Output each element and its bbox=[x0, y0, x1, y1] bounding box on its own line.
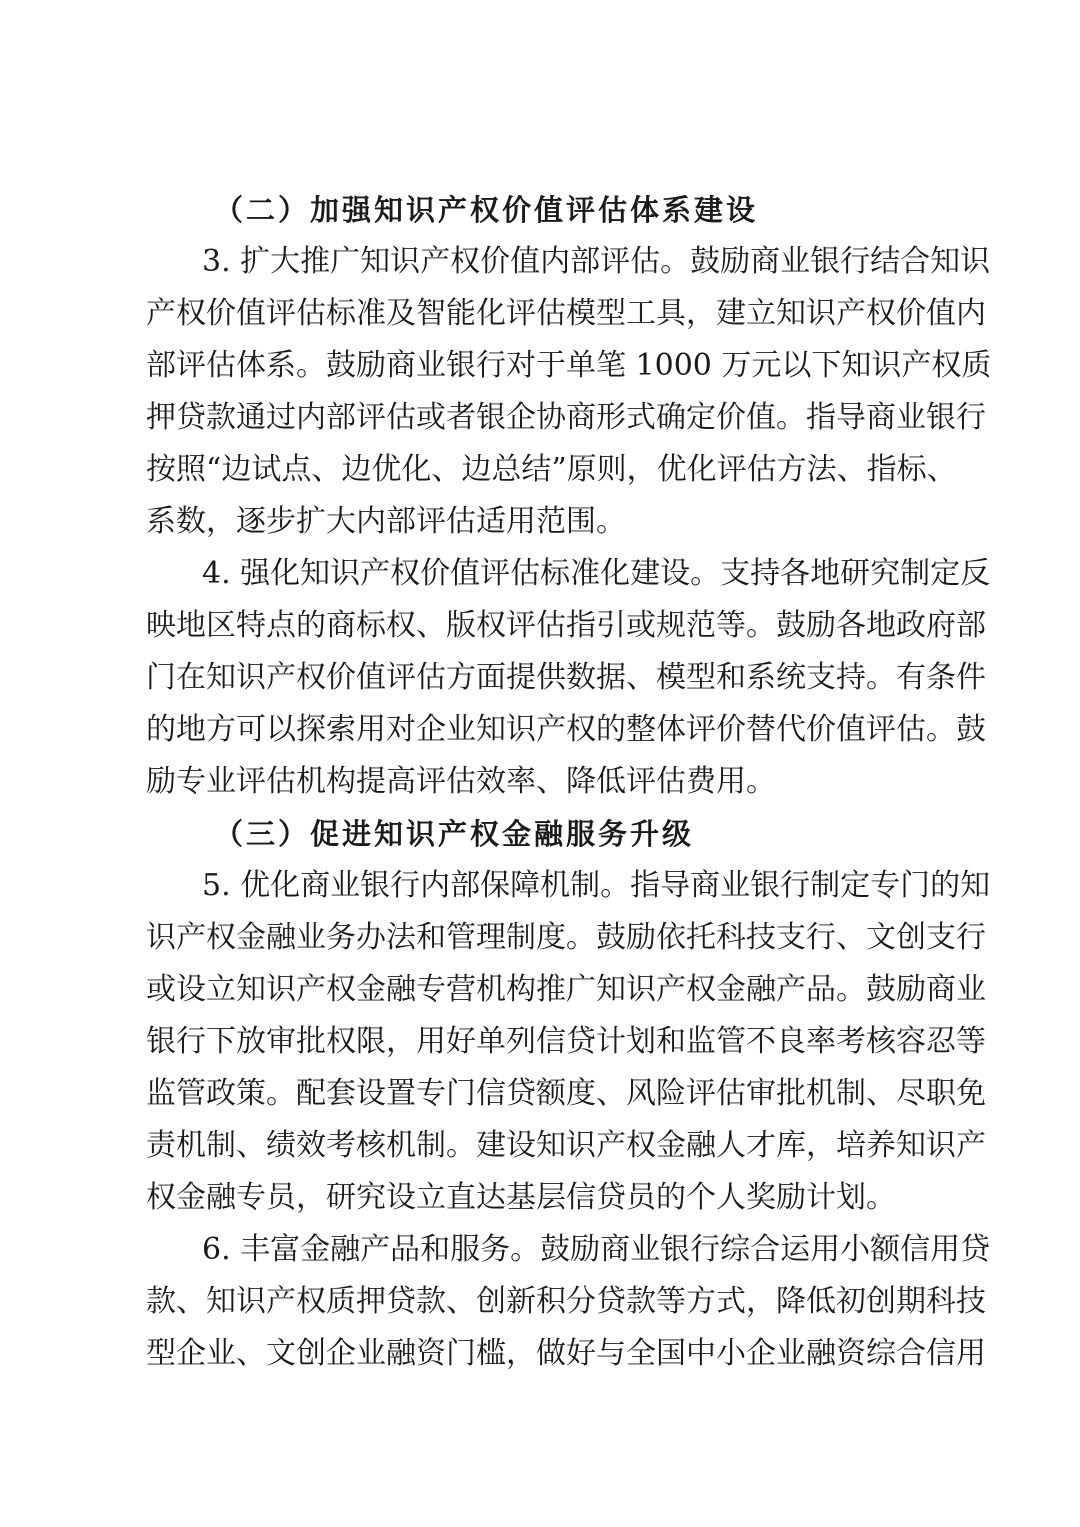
paragraph-3-line-2: 产权价值评估标准及智能化评估模型工具，建立知识产权价值内 bbox=[146, 296, 986, 331]
paragraph-5-line-1: 5. 优化商业银行内部保障机制。指导商业银行制定专门的知 bbox=[202, 868, 991, 903]
paragraph-3-line-5: 按照“边试点、边优化、边总结”原则，优化评估方法、指标、 bbox=[146, 452, 957, 487]
paragraph-5-line-5: 监管政策。配套设置专门信贷额度、风险评估审批机制、尽职免 bbox=[146, 1076, 986, 1111]
section-heading-3: （三）促进知识产权金融服务升级 bbox=[214, 817, 695, 851]
paragraph-3-line-1: 3. 扩大推广知识产权价值内部评估。鼓励商业银行结合知识 bbox=[202, 244, 991, 279]
paragraph-4-line-2: 映地区特点的商标权、版权评估指引或规范等。鼓励各地政府部 bbox=[146, 608, 986, 643]
paragraph-5-line-7: 权金融专员，研究设立直达基层信贷员的个人奖励计划。 bbox=[146, 1180, 896, 1215]
paragraph-5-line-2: 识产权金融业务办法和管理制度。鼓励依托科技支行、文创支行 bbox=[146, 920, 986, 955]
paragraph-4-line-5: 励专业评估机构提高评估效率、降低评估费用。 bbox=[146, 764, 776, 799]
paragraph-5-line-4: 银行下放审批权限，用好单列信贷计划和监管不良率考核容忍等 bbox=[146, 1024, 986, 1059]
section-heading-2: （二）加强知识产权价值评估体系建设 bbox=[214, 193, 759, 227]
paragraph-5-line-6: 责机制、绩效考核机制。建设知识产权金融人才库，培养知识产 bbox=[146, 1128, 986, 1163]
paragraph-4-line-1: 4. 强化知识产权价值评估标准化建设。支持各地研究制定反 bbox=[202, 556, 991, 591]
paragraph-3-line-3: 部评估体系。鼓励商业银行对于单笔 1000 万元以下知识产权质 bbox=[146, 348, 992, 383]
paragraph-6-line-2: 款、知识产权质押贷款、创新积分贷款等方式，降低初创期科技 bbox=[146, 1284, 986, 1319]
paragraph-6-line-1: 6. 丰富金融产品和服务。鼓励商业银行综合运用小额信用贷 bbox=[202, 1232, 991, 1267]
paragraph-3-line-6: 系数，逐步扩大内部评估适用范围。 bbox=[146, 504, 626, 539]
paragraph-5-line-3: 或设立知识产权金融专营机构推广知识产权金融产品。鼓励商业 bbox=[146, 972, 986, 1007]
paragraph-4-line-3: 门在知识产权价值评估方面提供数据、模型和系统支持。有条件 bbox=[146, 660, 986, 695]
paragraph-6-line-3: 型企业、文创企业融资门槛，做好与全国中小企业融资综合信用 bbox=[146, 1336, 986, 1371]
paragraph-3-line-4: 押贷款通过内部评估或者银企协商形式确定价值。指导商业银行 bbox=[146, 400, 986, 435]
paragraph-4-line-4: 的地方可以探索用对企业知识产权的整体评价替代价值评估。鼓 bbox=[146, 712, 986, 747]
